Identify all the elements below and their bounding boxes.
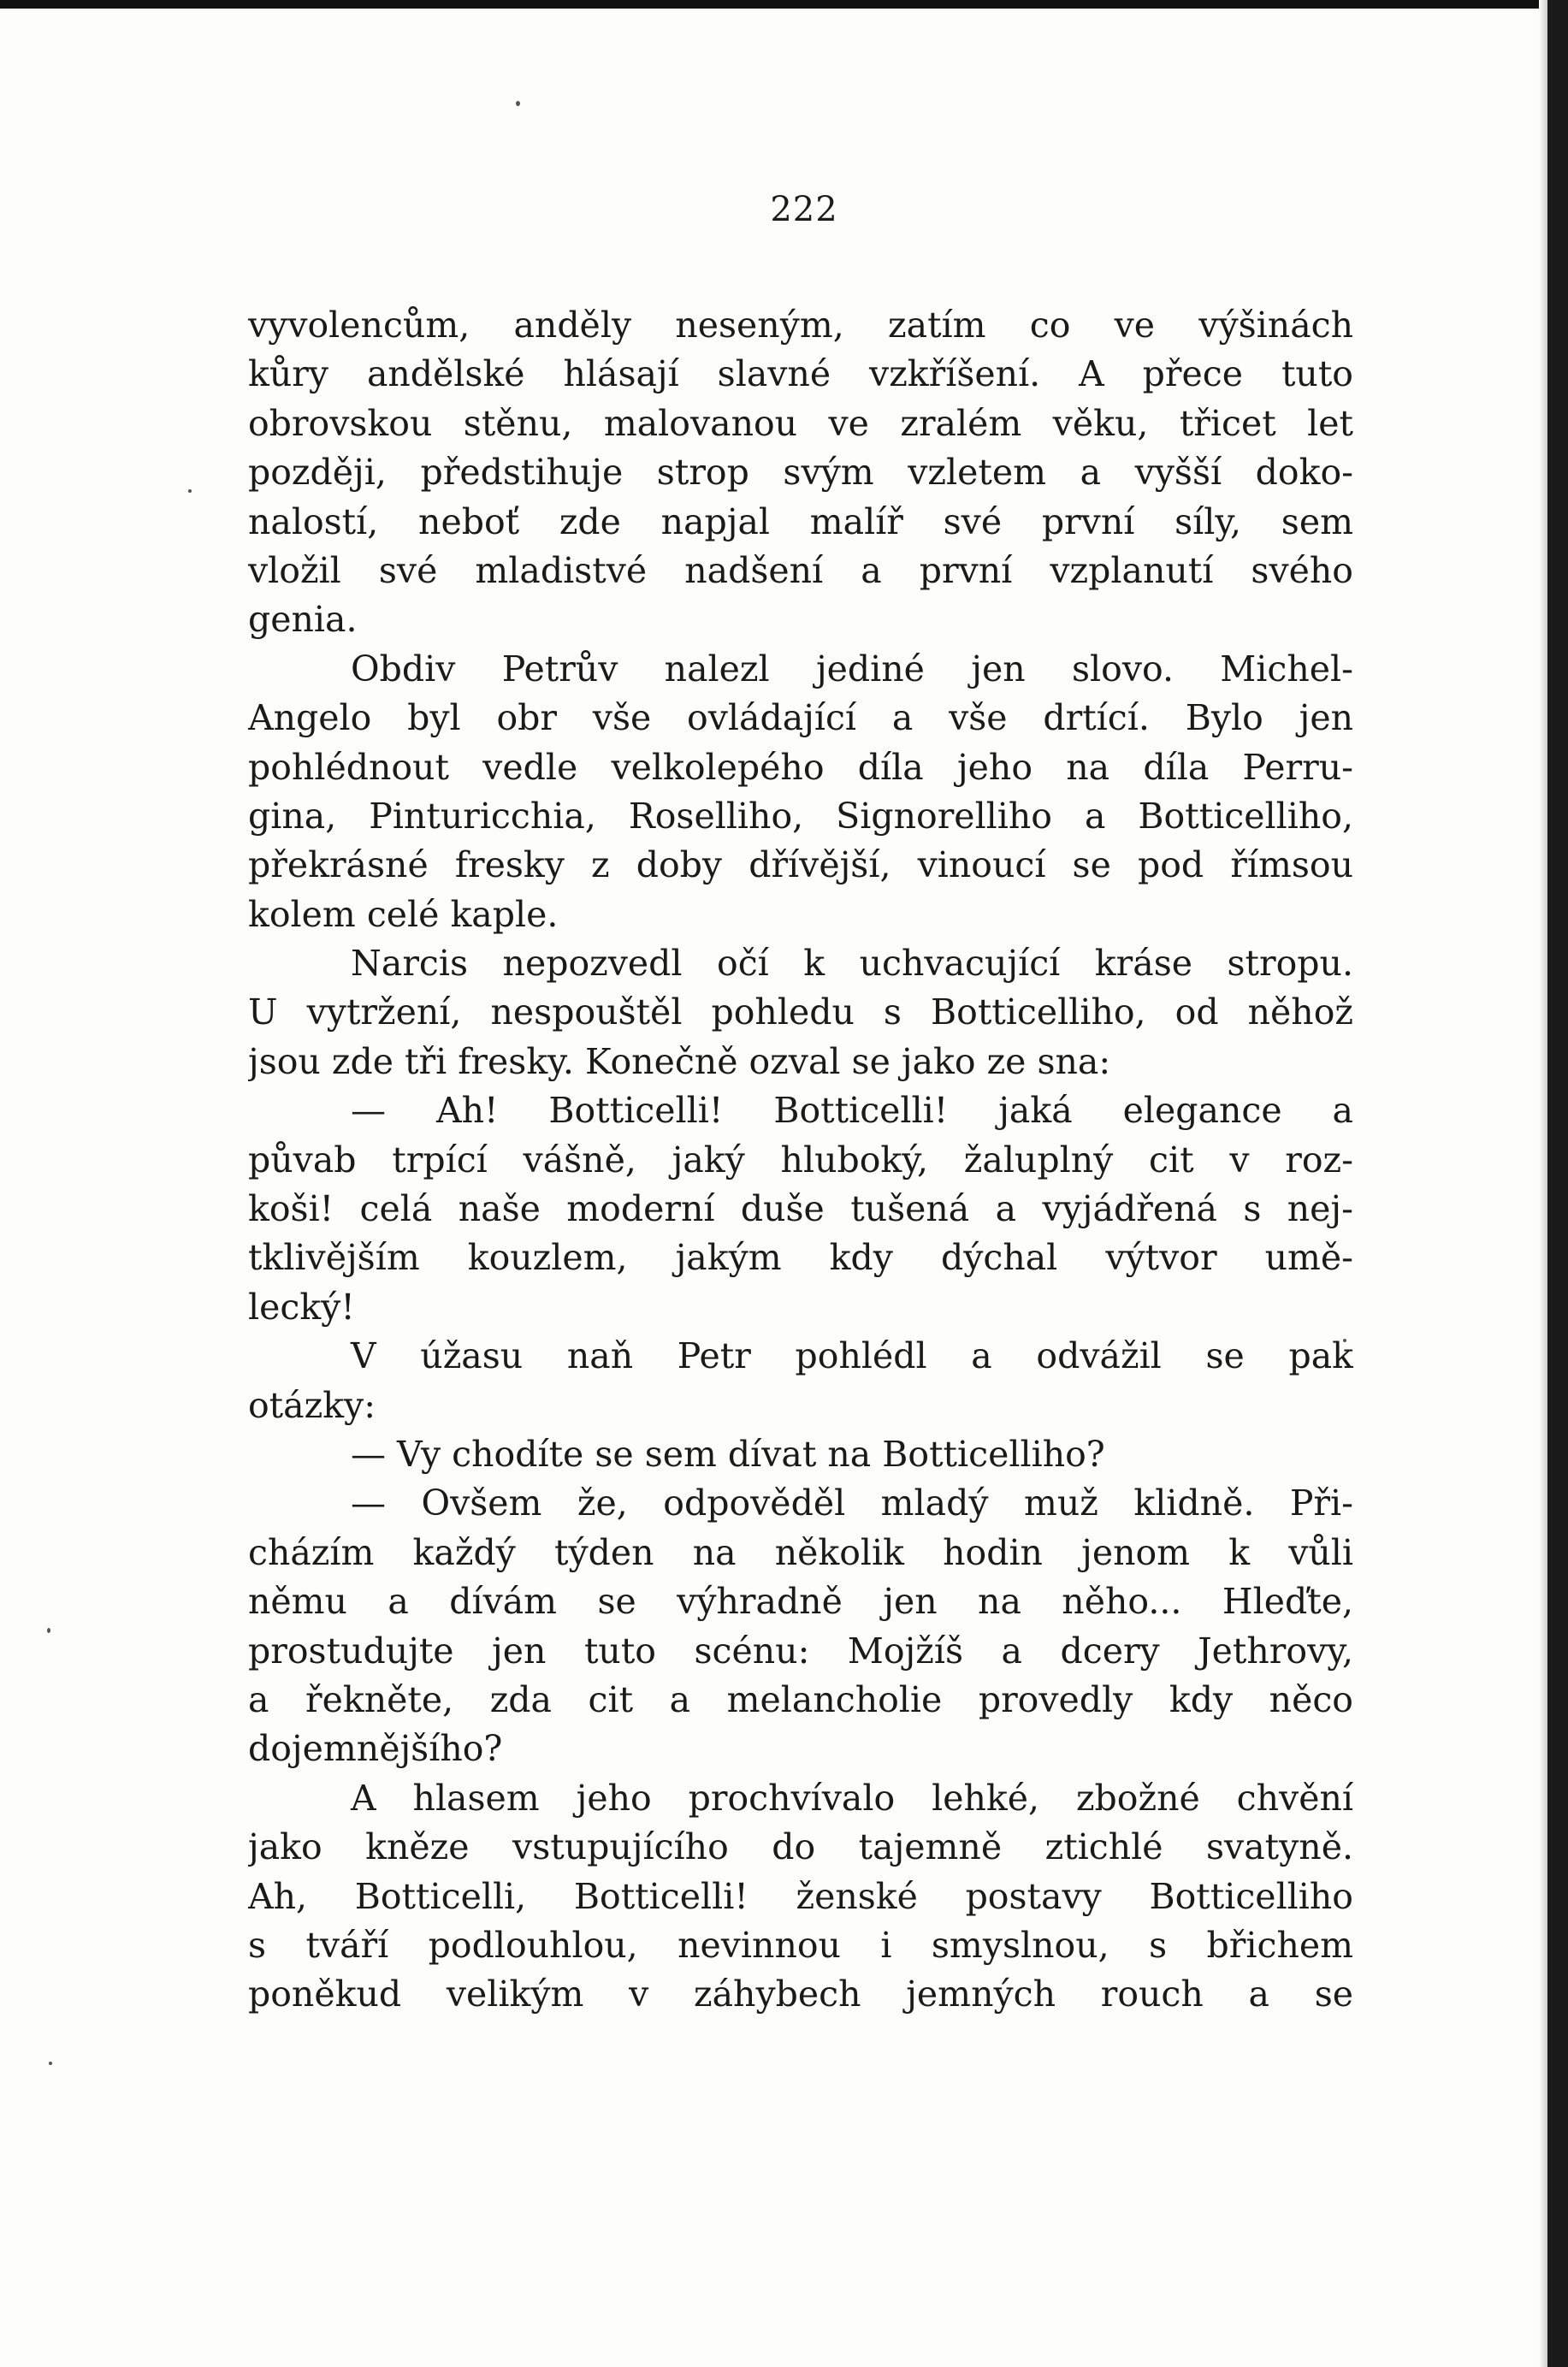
scan-speck: [47, 1628, 50, 1633]
body-text: [248, 301, 1353, 2020]
text-line: půvab trpící vášně, jaký hluboký, žaluplný cit v roz-: [248, 1139, 1353, 1181]
text-line: později, předstihuje strop svým vzletem a vyšší doko-: [248, 452, 1353, 494]
text-line: tklivějším kouzlem, jakým kdy dýchal výtvor umě-: [248, 1237, 1353, 1279]
text-line: Ah, Botticelli, Botticelli! ženské postavy Botticelliho: [248, 1875, 1353, 1917]
text-line: poněkud velikým v záhybech jemných rouch a se: [248, 1973, 1353, 2015]
text-line: němu a dívám se výhradně jen na něho... Hleďte,: [248, 1581, 1353, 1623]
text-line: vyvolencům, anděly neseným, zatím co ve výšinách: [248, 305, 1353, 346]
text-line: překrásné fresky z doby dřívější, vinoucí se pod římsou: [248, 844, 1353, 886]
text-line: gina, Pinturicchia, Roselliho, Signorelliho a Botticelliho,: [248, 795, 1353, 837]
text-line: — Ovšem že, odpověděl mladý muž klidně. Při-: [351, 1482, 1353, 1524]
scan-speck: [49, 2062, 52, 2065]
text-line: lecký!: [248, 1286, 355, 1328]
text-line: otázky:: [248, 1384, 376, 1426]
text-line: V úžasu naň Petr pohlédl a odvážil se pak: [351, 1335, 1353, 1377]
text-line: s tváří podlouhlou, nevinnou i smyslnou, s břichem: [248, 1924, 1353, 1966]
scan-speck: [188, 489, 192, 493]
text-line: vložil své mladistvé nadšení a první vzplanutí svého: [248, 549, 1353, 591]
text-line: genia.: [248, 599, 358, 641]
text-line: koši! celá naše moderní duše tušená a vyjádřená s nej-: [248, 1188, 1353, 1230]
text-line: Angelo byl obr vše ovládající a vše drtící. Bylo jen: [248, 697, 1353, 739]
text-line: A hlasem jeho prochvívalo lehké, zbožné chvění: [351, 1777, 1353, 1819]
text-line: — Vy chodíte se sem dívat na Botticelliho?: [351, 1433, 1105, 1475]
text-line: obrovskou stěnu, malovanou ve zralém věku, třicet let: [248, 402, 1353, 444]
text-line: cházím každý týden na několik hodin jenom k vůli: [248, 1531, 1353, 1573]
text-line: kůry andělské hlásají slavné vzkříšení. A přece tuto: [248, 353, 1353, 395]
scan-border-right: [1547, 0, 1568, 2367]
text-line: nalostí, neboť zde napjal malíř své první síly, sem: [248, 500, 1353, 542]
scan-speck: [516, 101, 520, 106]
scan-border-top: [0, 0, 1568, 9]
text-line: — Ah! Botticelli! Botticelli! jaká elegance a: [351, 1090, 1353, 1132]
text-line: Narcis nepozvedl očí k uchvacující kráse stropu.: [351, 943, 1353, 985]
scan-shadow-right: [1539, 0, 1547, 2367]
text-line: U vytržení, nespouštěl pohledu s Botticelliho, od něhož: [248, 991, 1353, 1033]
text-line: pohlédnout vedle velkolepého díla jeho na díla Perru-: [248, 746, 1353, 788]
text-line: a řekněte, zda cit a melancholie provedly kdy něco: [248, 1678, 1353, 1720]
text-line: prostudujte jen tuto scénu: Mojžíš a dcery Jethrovy,: [248, 1630, 1353, 1672]
text-line: Obdiv Petrův nalezl jediné jen slovo. Michel-: [351, 648, 1353, 689]
text-line: kolem celé kaple.: [248, 893, 559, 935]
text-line: jako kněze vstupujícího do tajemně ztichlé svatyně.: [248, 1826, 1353, 1868]
text-line: jsou zde tři fresky. Konečně ozval se jako ze sna:: [248, 1040, 1111, 1082]
page-number: 222: [770, 190, 838, 229]
text-line: dojemnějšího?: [248, 1728, 503, 1770]
